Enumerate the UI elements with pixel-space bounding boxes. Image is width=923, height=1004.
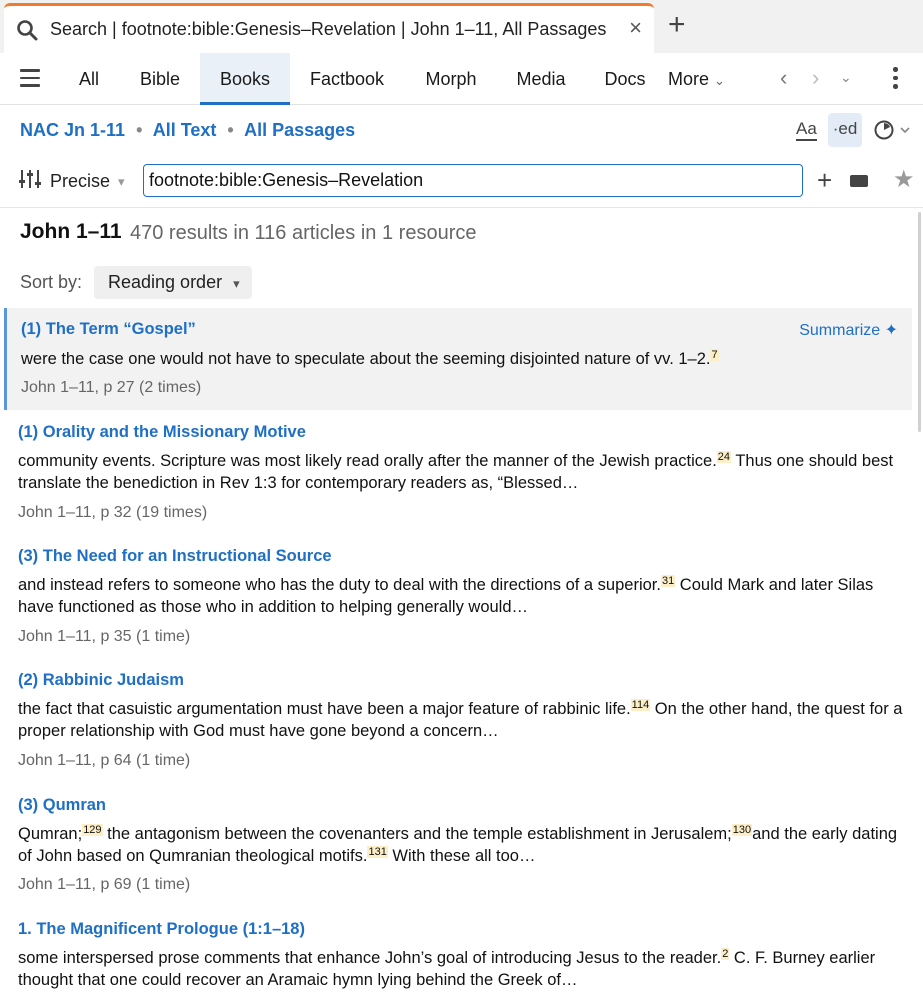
nav-bar — [0, 53, 923, 105]
result-meta[interactable]: John 1–11, p 32 (19 times) — [18, 504, 208, 521]
footnote-marker[interactable]: 31 — [661, 574, 675, 587]
footnote-marker[interactable]: 24 — [717, 450, 731, 463]
search-input[interactable]: footnote:bible:Genesis–Revelation — [143, 164, 803, 197]
result-item[interactable] — [4, 536, 912, 658]
summarize-button[interactable] — [799, 320, 898, 340]
back-icon[interactable]: ‹ — [780, 65, 788, 90]
sort-label: Sort by: — [20, 272, 83, 292]
nav-item-bible[interactable]: Bible — [139, 69, 181, 89]
result-item[interactable] — [4, 412, 912, 534]
result-item[interactable] — [4, 660, 912, 782]
result-snippet: and instead refers to someone who has the duty to deal with the directions of a superior.$^{31}$ Could Mark and later Silas have functioned as those who in addition to helping generally would… — [18, 574, 874, 616]
result-title[interactable]: (3) The Need for an Instructional Source — [18, 547, 332, 565]
summarize-label: Summarize — [799, 322, 881, 339]
passages-link[interactable]: All Passages — [244, 120, 356, 140]
results-title: John 1–11 — [20, 220, 122, 243]
nav-more-label: More — [668, 69, 710, 89]
footnote-marker[interactable]: 7 — [711, 348, 718, 361]
tab-bar — [0, 0, 923, 53]
footnote-marker[interactable]: 114 — [631, 698, 650, 711]
nav-item-more[interactable] — [668, 53, 738, 105]
result-snippet: community events. Scripture was most likely read orally after the manner of the Jewish practice.$^{24}$ Thus one should best translate the benediction in Rev 1:3 for contemporary readers as, “Blessed… — [18, 450, 894, 492]
nav-item-media[interactable]: Media — [516, 69, 566, 89]
sort-dropdown[interactable] — [94, 266, 252, 299]
separator: • — [136, 120, 143, 140]
footnote-marker[interactable]: 130 — [732, 823, 752, 836]
footnote-marker[interactable]: 131 — [368, 845, 387, 858]
nav-item-factbook[interactable]: Factbook — [309, 69, 385, 89]
close-icon[interactable]: × — [629, 15, 642, 40]
search-icon — [16, 19, 38, 41]
search-mode-dropdown[interactable] — [18, 168, 125, 195]
result-meta[interactable]: John 1–11, p 27 (2 times) — [21, 379, 202, 396]
result-title[interactable]: (1) Orality and the Missionary Motive — [18, 423, 306, 441]
nav-item-morph[interactable]: Morph — [425, 69, 477, 89]
result-title[interactable]: (1) The Term “Gospel” — [21, 320, 196, 338]
add-icon[interactable]: + — [817, 165, 833, 195]
scrollbar[interactable] — [918, 212, 921, 432]
result-meta[interactable]: John 1–11, p 69 (1 time) — [18, 876, 191, 893]
resource-link[interactable]: NAC Jn 1-11 — [20, 120, 126, 140]
results-count: 470 results in 116 articles in 1 resource — [130, 222, 477, 244]
sliders-icon — [18, 168, 42, 195]
star-icon[interactable]: ★ — [893, 166, 915, 193]
result-item[interactable] — [4, 785, 912, 907]
menu-icon[interactable] — [20, 69, 40, 87]
result-meta[interactable]: John 1–11, p 35 (1 time) — [18, 628, 191, 645]
result-title[interactable]: (2) Rabbinic Judaism — [18, 671, 184, 689]
sort-value: Reading order — [108, 272, 223, 292]
sparkle-icon: ✦ — [884, 322, 898, 339]
search-mode-label: Precise — [50, 171, 111, 191]
forward-icon[interactable]: › — [812, 65, 820, 90]
result-snippet: Qumran;$^{129}$ the antagonism between the covenanters and the temple establishment in Jerusalem;$^{130}$and the early dating of John based on Qumranian theological motifs.$^{131}$ With these all too… — [18, 823, 898, 865]
more-options-icon[interactable] — [893, 67, 901, 93]
tab-title: Search | footnote:bible:Genesis–Revelation | John 1–11, All Passages — [50, 19, 607, 39]
result-snippet: were the case one would not have to speculate about the seeming disjointed nature of vv. 1–2.$^7$ — [21, 348, 718, 368]
separator: • — [227, 120, 234, 140]
result-item[interactable] — [4, 909, 912, 1004]
new-tab-icon[interactable]: + — [668, 8, 686, 41]
chevron-down-icon: ▾ — [118, 173, 125, 189]
result-meta[interactable]: John 1–11, p 64 (1 time) — [18, 752, 191, 769]
keyboard-icon[interactable] — [850, 175, 868, 187]
footnote-marker[interactable]: 2 — [722, 947, 729, 960]
font-size-icon[interactable]: Aa — [796, 119, 817, 141]
scope-link[interactable]: All Text — [152, 120, 217, 140]
result-item[interactable] — [4, 308, 912, 410]
context-breadcrumb — [20, 120, 355, 141]
nav-item-books[interactable]: Books — [200, 53, 290, 105]
result-snippet: some interspersed prose comments that enhance John’s goal of introducing Jesus to the reader.$^2$ C. F. Burney earlier thought that one could recover an Aramaic hymn lying behind the Greek of… — [18, 947, 876, 989]
nav-item-docs[interactable]: Docs — [604, 69, 646, 89]
result-title[interactable]: 1. The Magnificent Prologue (1:1–18) — [18, 920, 305, 938]
timer-icon[interactable] — [874, 118, 910, 147]
result-title[interactable]: (3) Qumran — [18, 796, 107, 814]
history-chevron-icon[interactable]: ⌄ — [840, 69, 852, 85]
chevron-down-icon: ⌄ — [714, 73, 725, 88]
edit-icon[interactable]: ·ed — [828, 113, 862, 147]
chevron-down-icon: ▾ — [233, 276, 240, 291]
footnote-marker[interactable]: 129 — [83, 823, 102, 836]
divider — [0, 207, 923, 208]
result-snippet: the fact that casuistic argumentation must have been a major feature of rabbinic life.$^{114}$ On the other hand, the quest for a proper relationship with God must have gone beyond a concern… — [18, 698, 903, 740]
search-tab[interactable] — [4, 3, 654, 53]
nav-item-all[interactable]: All — [78, 69, 99, 89]
